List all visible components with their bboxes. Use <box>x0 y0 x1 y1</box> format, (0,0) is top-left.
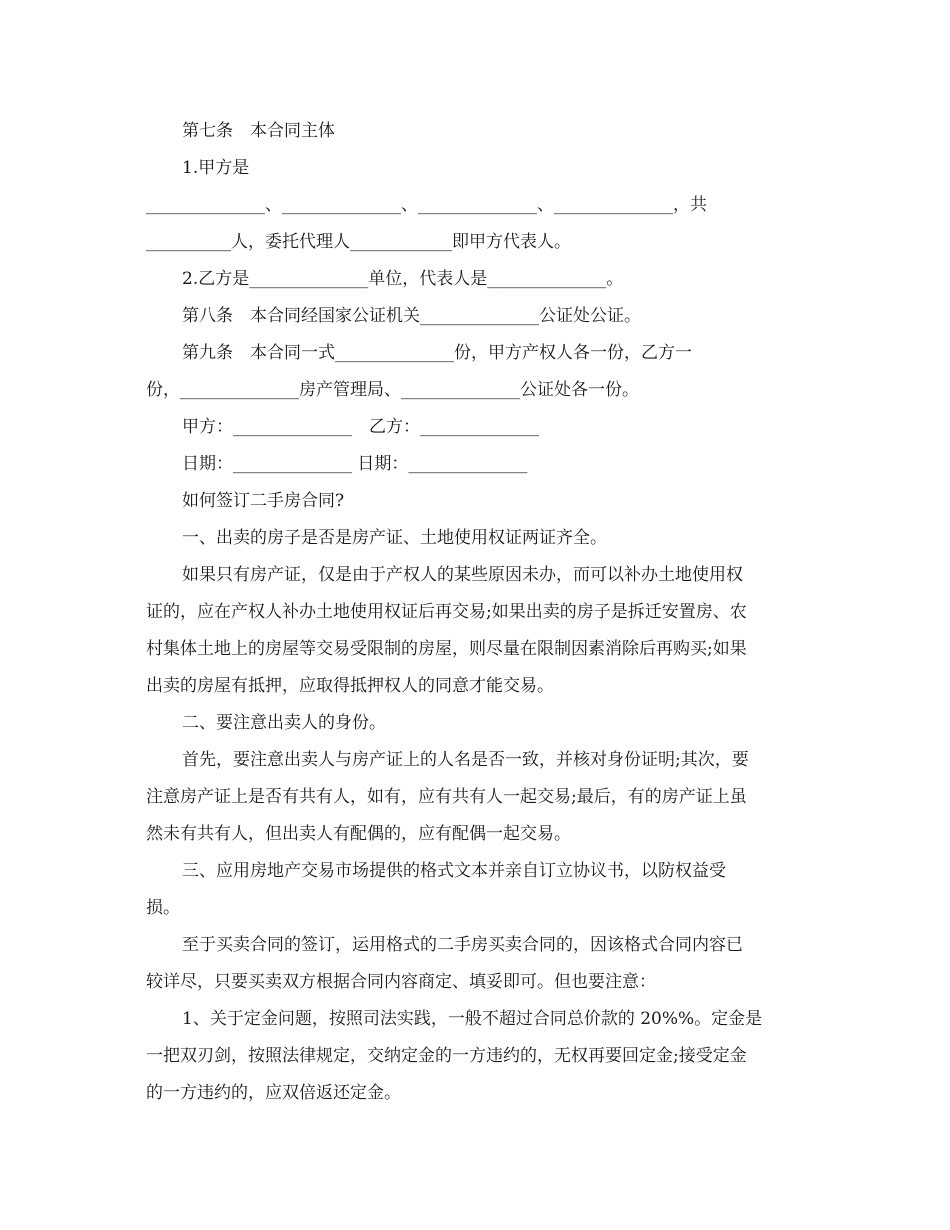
paragraph-line: 证的，应在产权人补办土地使用权证后再交易;如果出卖的房子是拆迁安置房、农 <box>146 602 747 622</box>
paragraph-line: 村集体土地上的房屋等交易受限制的房屋，则尽量在限制因素消除后再购买;如果 <box>146 639 747 659</box>
party-a-label: 1.甲方是 <box>182 158 250 178</box>
point-2-heading: 二、要注意出卖人的身份。 <box>182 713 386 733</box>
paragraph-line: 出卖的房屋有抵押，应取得抵押权人的同意才能交易。 <box>146 676 554 696</box>
article-9: 第九条 本合同一式______________份，甲方产权人各一份，乙方一 <box>182 343 692 363</box>
paragraph-line: 较详尽，只要买卖双方根据合同内容商定、填妥即可。但也要注意： <box>146 972 656 992</box>
article-8: 第八条 本合同经国家公证机关______________公证处公证。 <box>182 306 641 326</box>
point-3-heading: 三、应用房地产交易市场提供的格式文本并亲自订立协议书，以防权益受 <box>182 861 726 881</box>
paragraph-line: 至于买卖合同的签订，运用格式的二手房买卖合同的，因该格式合同内容已 <box>182 935 743 955</box>
point-3-heading-cont: 损。 <box>146 898 180 918</box>
signature-line: 甲方：______________ 乙方：______________ <box>182 417 539 437</box>
paragraph-line: 注意房产证上是否有共有人，如有，应有共有人一起交易;最后，有的房产证上虽 <box>146 787 747 807</box>
party-b-line: 2.乙方是______________单位，代表人是______________。 <box>182 269 624 289</box>
party-a-blanks: ______________、______________、______________、______________，共 <box>146 195 707 215</box>
article-9-cont: 份，______________房产管理局、______________公证处各一份。 <box>146 380 639 400</box>
paragraph-line: 然未有共有人，但出卖人有配偶的，应有配偶一起交易。 <box>146 824 571 844</box>
paragraph-line: 一把双刃剑，按照法律规定，交纳定金的一方违约的，无权再要回定金;接受定金 <box>146 1046 747 1066</box>
paragraph-line: 首先，要注意出卖人与房产证上的人名是否一致，并核对身份证明;其次，要 <box>182 750 749 770</box>
date-line: 日期：______________ 日期：______________ <box>182 454 528 474</box>
party-a-agent: __________人，委托代理人____________即甲方代表人。 <box>146 232 571 252</box>
article-7-heading: 第七条 本合同主体 <box>182 121 335 141</box>
section-heading: 如何签订二手房合同? <box>182 491 345 511</box>
paragraph-line: 如果只有房产证，仅是由于产权人的某些原因未办，而可以补办土地使用权 <box>182 565 743 585</box>
paragraph-line: 1、关于定金问题，按照司法实践，一般不超过合同总价款的 20%%。定金是 <box>182 1009 763 1029</box>
point-1-heading: 一、出卖的房子是否是房产证、土地使用权证两证齐全。 <box>182 528 607 548</box>
paragraph-line: 的一方违约的，应双倍返还定金。 <box>146 1083 401 1103</box>
